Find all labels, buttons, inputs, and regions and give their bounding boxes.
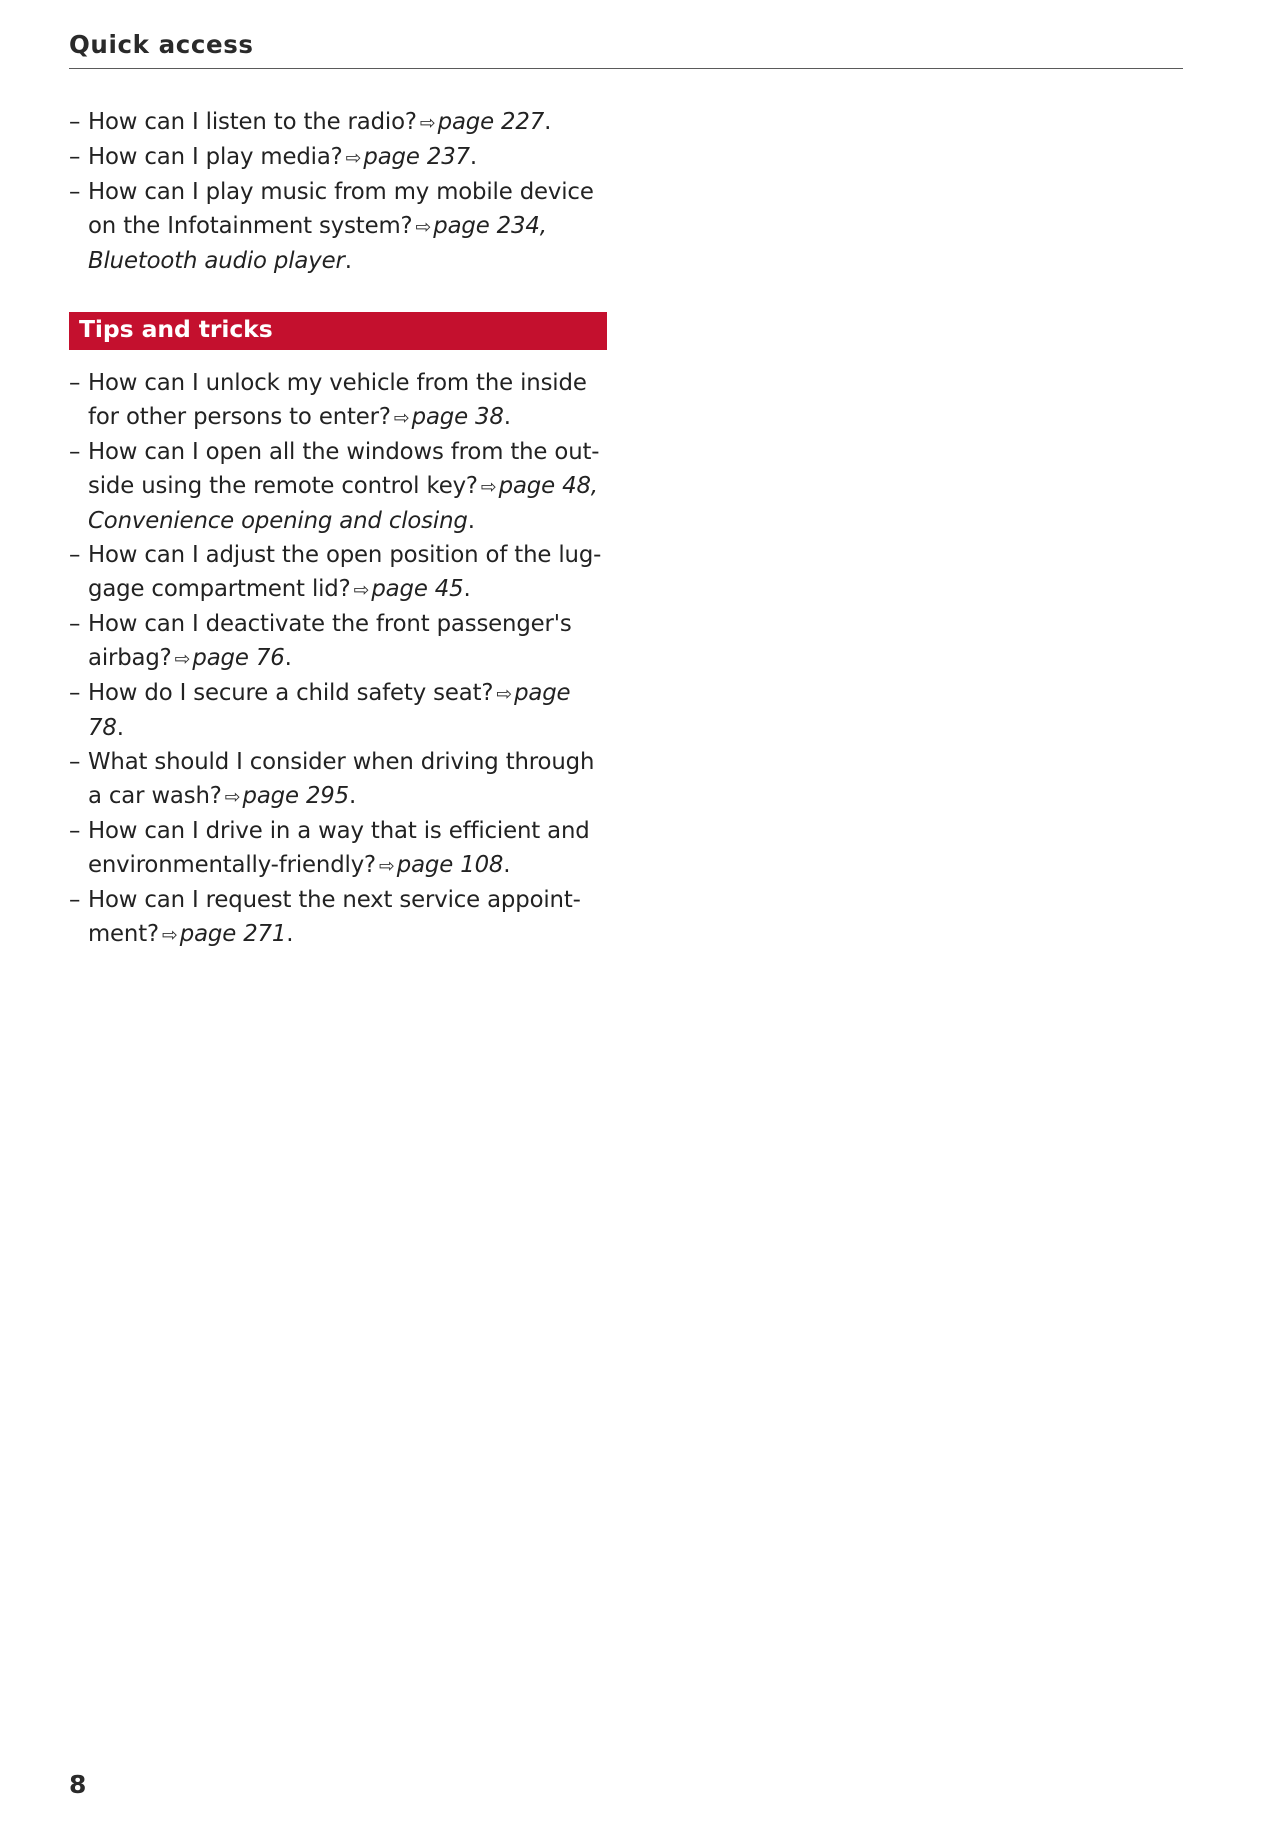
list-item: – How can I play music from my mobile device on the Infotainment system? ⇨page 234, Bluetooth audio player.	[69, 175, 609, 278]
question-text: How can I play media?	[88, 144, 343, 170]
header-divider	[69, 68, 1183, 69]
arrow-right-icon: ⇨	[161, 924, 178, 946]
dash-bullet: –	[69, 370, 81, 396]
list-item: – How can I unlock my vehicle from the inside for other persons to enter? ⇨page 38.	[69, 366, 609, 435]
question-text: How can I deactivate the front passenger's airbag?	[88, 611, 572, 671]
page-reference-link[interactable]: page 45	[371, 576, 464, 602]
dash-bullet: –	[69, 818, 81, 844]
page-number: 8	[69, 1770, 87, 1799]
page-reference-link[interactable]: page 237	[363, 144, 470, 170]
arrow-right-icon: ⇨	[393, 407, 410, 429]
dash-bullet: –	[69, 749, 81, 775]
list-item: – How can I adjust the open position of the luggage compartment lid? ⇨page 45.	[69, 538, 609, 607]
question-text: How do I secure a child safety seat?	[88, 680, 494, 706]
dash-bullet: –	[69, 179, 81, 205]
list-item: – How can I play media? ⇨page 237.	[69, 140, 609, 175]
page-reference-link[interactable]: page 78	[88, 680, 571, 741]
arrow-right-icon: ⇨	[419, 112, 436, 134]
question-text: What should I consider when driving through a car wash?	[88, 749, 595, 809]
section-heading-bar	[69, 312, 607, 350]
question-text: How can I open all the windows from the outside using the remote control key?	[88, 439, 600, 499]
dash-bullet: –	[69, 144, 81, 170]
intro-question-list	[69, 105, 609, 278]
dash-bullet: –	[69, 439, 81, 465]
page-reference-link[interactable]: page 271	[179, 921, 287, 947]
page-reference-link[interactable]: page 76	[192, 645, 285, 671]
page-reference-link[interactable]: page 234, Bluetooth audio player	[88, 213, 547, 274]
question-text: How can I play music from my mobile device on the Infotainment system?	[88, 179, 594, 239]
page-reference-link[interactable]: page 295	[242, 783, 350, 809]
list-item: – How do I secure a child safety seat? ⇨page 78.	[69, 676, 609, 745]
list-item: – How can I listen to the radio? ⇨page 227.	[69, 105, 609, 140]
intro-list-block	[69, 105, 609, 278]
question-text: How can I request the next service appointment?	[88, 887, 581, 947]
dash-bullet: –	[69, 887, 81, 913]
tips-list-block	[69, 366, 609, 952]
question-text: How can I unlock my vehicle from the inside for other persons to enter?	[88, 370, 587, 430]
question-text: How can I adjust the open position of the luggage compartment lid?	[88, 542, 602, 602]
dash-bullet: –	[69, 680, 81, 706]
list-item: – How can I open all the windows from the outside using the remote control key? ⇨page 48, Convenience opening and closing.	[69, 435, 609, 538]
arrow-right-icon: ⇨	[345, 147, 362, 169]
arrow-right-icon: ⇨	[415, 216, 432, 238]
arrow-right-icon: ⇨	[480, 476, 497, 498]
page-reference-link[interactable]: page 38	[411, 404, 504, 430]
page-reference-link[interactable]: page 227	[437, 109, 545, 135]
tips-question-list	[69, 366, 609, 952]
dash-bullet: –	[69, 611, 81, 637]
page-reference-link[interactable]: page 108	[396, 852, 504, 878]
question-text: How can I listen to the radio?	[88, 109, 417, 135]
question-text: How can I drive in a way that is efficient and environmentally-friendly?	[88, 818, 590, 878]
dash-bullet: –	[69, 109, 81, 135]
arrow-right-icon: ⇨	[496, 683, 513, 705]
arrow-right-icon: ⇨	[224, 786, 241, 808]
dash-bullet: –	[69, 542, 81, 568]
list-item: – How can I request the next service appointment? ⇨page 271.	[69, 883, 609, 952]
page-reference-link[interactable]: page 48, Convenience opening and closing	[88, 473, 598, 534]
arrow-right-icon: ⇨	[174, 648, 191, 670]
page-header-title: Quick access	[69, 30, 254, 59]
section-title: Tips and tricks	[79, 315, 273, 343]
list-item: – What should I consider when driving through a car wash? ⇨page 295.	[69, 745, 609, 814]
list-item: – How can I deactivate the front passenger's airbag? ⇨page 76.	[69, 607, 609, 676]
list-item: – How can I drive in a way that is efficient and environmentally-friendly? ⇨page 108.	[69, 814, 609, 883]
arrow-right-icon: ⇨	[353, 579, 370, 601]
arrow-right-icon: ⇨	[379, 855, 395, 877]
